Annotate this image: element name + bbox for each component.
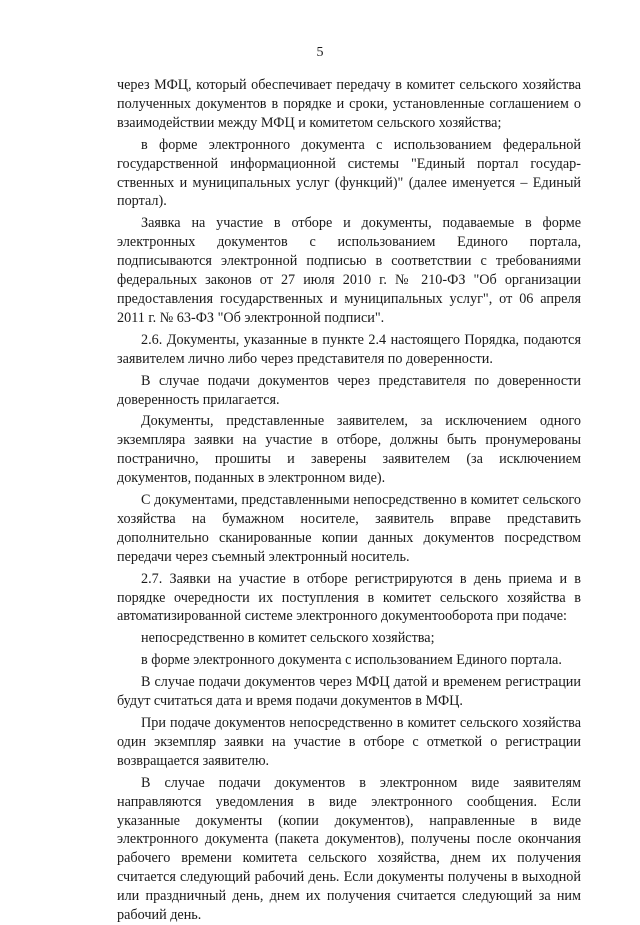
paragraph-electronic-signature: Заявка на участие в отборе и документы, подаваемые в форме электронных документов с использованием Единого портала, подписываются электронной подписью в соответствии с требованиями федеральных законов от 27 июля 2010 г. № 210-ФЗ "Об организации предоставления государственных и муниципальных услуг", от 06 апреля 2011 г. № 63-ФЗ "Об электронной подписи".: [117, 215, 581, 326]
paragraph-mfc-registration: В случае подачи документов через МФЦ датой и временем регистрации будут считаться дата и время подачи документов в МФЦ.: [117, 674, 581, 710]
list-item-electronic-submission: в форме электронного документа с использованием Единого портала.: [141, 652, 562, 669]
paragraph-electronic-notification: В случае подачи документов в электронном виде заявителям направляются уведомления в виде электронного сообщения. Если указанные документы (копии документов), направленные в виде электронного документа (пакета документов), получены после окончания рабочего времени комитета сельского хозяйства, днем их получения считается следующий рабочий день. Если документы получены в выходной или праздничный день, днем их получения считается следующий за ним рабочий день.: [117, 774, 581, 924]
list-item-direct-submission: непосредственно в комитет сельского хозяйства;: [141, 630, 435, 647]
paragraph-direct-registration: При подаче документов непосредственно в комитет сельского хозяйства один экземпляр заявки на участие в отборе с отметкой о регистрации возвращается заявителю.: [117, 715, 581, 769]
paragraph-2-7: 2.7. Заявки на участие в отборе регистрируются в день приема и в порядке очередности их поступления в комитет сельского хозяйства в автоматизированной системе электронного документооборота при подаче:: [117, 570, 581, 625]
paragraph-electronic-form: в форме электронного документа с использованием федеральной государственной информационной системы "Единый портал государственных и муниципальных услуг (функций)" (далее именуется – Единый портал).: [117, 136, 581, 210]
paragraph-2-6: 2.6. Документы, указанные в пункте 2.4 настоящего Порядка, подаются заявителем лично либо через представителя по доверенности.: [117, 331, 581, 367]
paragraph-power-of-attorney: В случае подачи документов через представителя по доверенности доверенность прилагается.: [117, 372, 581, 408]
paragraph-mfc-delivery: через МФЦ, который обеспечивает передачу в комитет сельского хозяйства полученных документов в порядке и сроки, установленные соглашением о взаимодействии между МФЦ и комитетом сельского хозяйства;: [117, 77, 581, 131]
document-body: [117, 76, 581, 925]
paragraph-scanned-copies: С документами, представленными непосредственно в комитет сельского хозяйства на бумажном носителе, заявитель вправе представить дополнительно сканированные копии данных документов посредством передачи через съемный электронный носитель.: [117, 492, 581, 565]
page-number: 5: [316, 45, 324, 60]
paragraph-document-numbering: Документы, представленные заявителем, за исключением одного экземпляра заявки на участие в отборе, должны быть пронумерованы постранично, прошиты и заверены заявителем (за исключением документов, поданных в электронном виде).: [117, 413, 581, 487]
